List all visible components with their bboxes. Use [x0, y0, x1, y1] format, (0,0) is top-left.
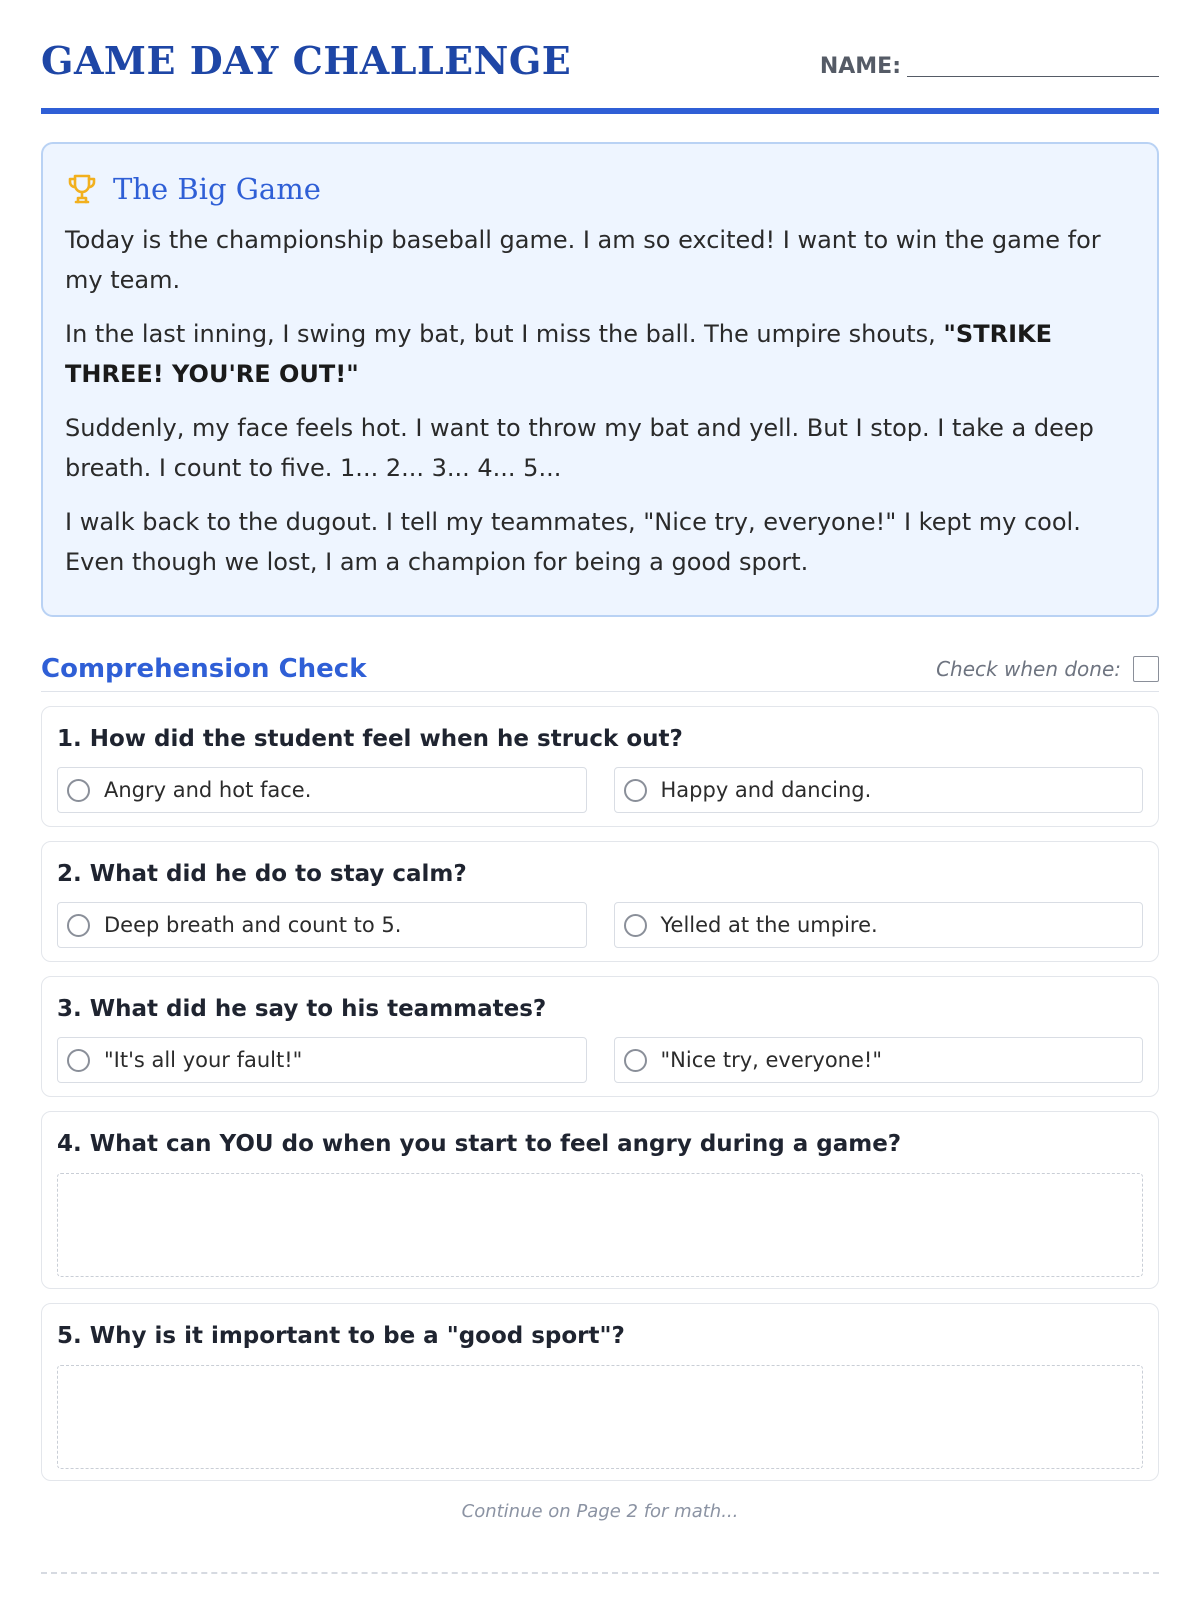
question-3-option-b[interactable] — [614, 1037, 1144, 1083]
radio-button-icon[interactable] — [67, 779, 90, 802]
question-card-4 — [41, 1111, 1159, 1289]
story-title: The Big Game — [113, 171, 321, 206]
option-label: "Nice try, everyone!" — [660, 1048, 882, 1072]
question-2-option-b[interactable] — [614, 902, 1144, 948]
option-label: Deep breath and count to 5. — [104, 913, 402, 937]
story-paragraph-3: Suddenly, my face feels hot. I want to throw my bat and yell. But I stop. I take a deep breath. I count to five. 1... 2... 3... 4... 5... — [65, 414, 1094, 482]
question-card-2 — [41, 841, 1159, 962]
question-3-option-a[interactable] — [57, 1037, 587, 1083]
continue-note: Continue on Page 2 for math... — [461, 1501, 739, 1522]
umpire-quote: "STRIKE THREE! YOU'RE OUT!" — [65, 320, 1052, 388]
radio-button-icon[interactable] — [67, 914, 90, 937]
option-label: "It's all your fault!" — [104, 1048, 303, 1072]
name-blank-line[interactable] — [907, 56, 1159, 77]
question-card-5 — [41, 1303, 1159, 1481]
question-2-options — [57, 902, 1143, 948]
question-3-options — [57, 1037, 1143, 1083]
question-2-text: 2. What did he do to stay calm? — [57, 861, 467, 887]
comprehension-header — [41, 647, 1159, 692]
option-label: Angry and hot face. — [104, 778, 312, 802]
option-label: Yelled at the umpire. — [660, 913, 878, 937]
done-checkbox[interactable] — [1133, 656, 1159, 682]
question-3-text: 3. What did he say to his teammates? — [57, 996, 547, 1022]
story-paragraph-1: Today is the championship baseball game. I am so excited! I want to win the game for my team. — [65, 226, 1101, 294]
story-header — [65, 170, 1135, 208]
question-1-option-a[interactable] — [57, 767, 587, 813]
name-label: NAME: — [819, 54, 901, 79]
question-2-option-a[interactable] — [57, 902, 587, 948]
question-1-text: 1. How did the student feel when he struck out? — [57, 726, 683, 752]
page-cut-line — [41, 1572, 1159, 1574]
question-5-text: 5. Why is it important to be a "good sport"? — [57, 1323, 625, 1349]
question-5-answer-box[interactable] — [57, 1365, 1143, 1469]
radio-button-icon[interactable] — [624, 779, 647, 802]
question-1-option-b[interactable] — [614, 767, 1144, 813]
question-card-1 — [41, 706, 1159, 827]
story-paragraph-4: I walk back to the dugout. I tell my teammates, "Nice try, everyone!" I kept my cool. Even though we lost, I am a champion for being a good sport. — [65, 508, 1081, 576]
question-1-options — [57, 767, 1143, 813]
question-4-answer-box[interactable] — [57, 1173, 1143, 1277]
radio-button-icon[interactable] — [624, 914, 647, 937]
question-4-text: 4. What can YOU do when you start to feel angry during a game? — [57, 1131, 902, 1157]
option-label: Happy and dancing. — [660, 778, 872, 802]
story-paragraph-2 — [65, 314, 1135, 394]
header-divider — [41, 108, 1159, 114]
done-label: Check when done: — [936, 657, 1121, 681]
done-checkbox-group — [936, 656, 1159, 682]
question-card-3 — [41, 976, 1159, 1097]
radio-button-icon[interactable] — [624, 1049, 647, 1072]
header — [41, 0, 1159, 114]
radio-button-icon[interactable] — [67, 1049, 90, 1072]
trophy-icon — [65, 172, 99, 206]
name-field[interactable] — [820, 56, 1159, 78]
comprehension-title: Comprehension Check — [41, 654, 367, 684]
story-paragraph-2-text: In the last inning, I swing my bat, but I miss the ball. The umpire shouts, — [65, 320, 944, 348]
page-title: GAME DAY CHALLENGE — [41, 38, 572, 83]
story-box — [41, 142, 1159, 617]
